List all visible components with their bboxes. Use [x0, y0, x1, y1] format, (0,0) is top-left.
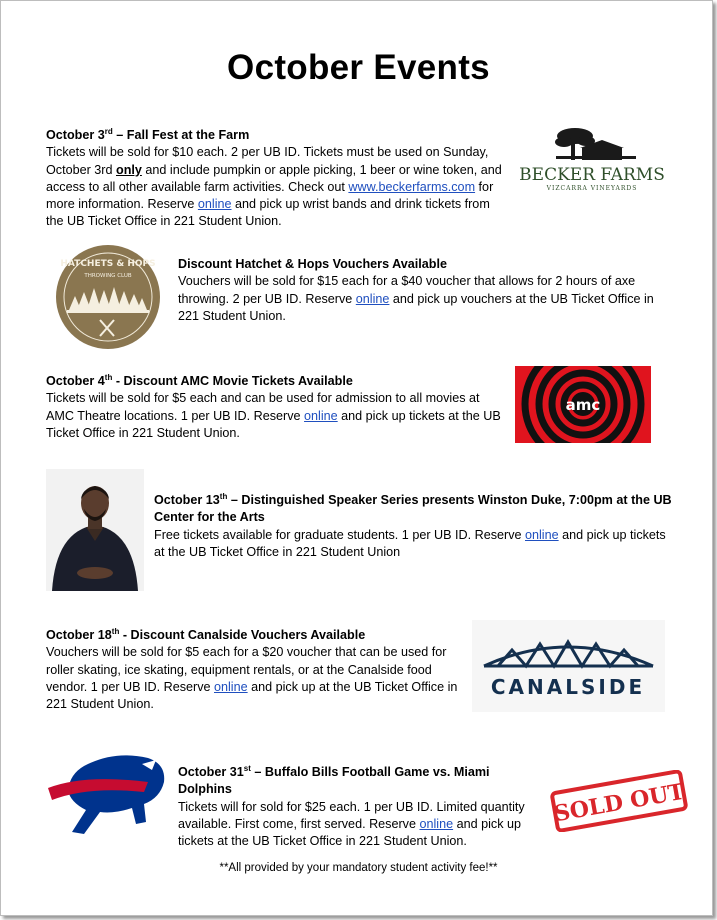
event-heading: October 3rd – Fall Fest at the Farm [46, 126, 250, 142]
event-description: Vouchers will be sold for $15 each for a $40 voucher that allows for 2 hours of axe throwing. 2 per UB ID. Reserve online and pick up vouchers at the UB Ticket Office in 221 Student Union. [178, 274, 654, 323]
event-heading: October 18th - Discount Canalside Vouchers Available [46, 626, 366, 642]
becker-farms-logo [520, 126, 665, 194]
emphasis-only: only [116, 162, 142, 177]
reserve-online-link[interactable]: online [197, 197, 232, 212]
event-heading: Discount Hatchet & Hops Vouchers Available [178, 257, 447, 271]
event-description: Tickets will be sold for $10 each. 2 per UB ID. Tickets must be used on Sunday, October 3rd only and include pumpkin or apple picking, 1 beer or wine token, and access to all other available farm activities. Check out www.beckerfarms.com for more information. Reserve online and pick up wrist bands and drink tickets from the UB Ticket Office in 221 Student Union. [46, 145, 502, 229]
event-description: Tickets will be sold for $5 each and can be used for admission to all movies at AMC Theatre locations. 1 per UB ID. Reserve online and pick up tickets at the UB Ticket Office in 221 Student Union. [46, 391, 501, 440]
event-hatchet-hops [178, 256, 673, 325]
hatchets-hops-logo [55, 244, 161, 350]
hatchets-hops-logo-text: HATCHETS & HOPS [60, 259, 156, 269]
reserve-online-link[interactable]: online [525, 527, 559, 542]
page-title: October Events [227, 48, 490, 87]
event-amc [46, 373, 506, 442]
event-description: Free tickets available for graduate students. 1 per UB ID. Reserve online and pick up tickets at the UB Ticket Office in 221 Student Union [154, 527, 666, 559]
event-description: Tickets will for sold for $25 each. 1 per UB ID. Limited quantity available. First come, first served. Reserve online and pick up tickets at the UB Ticket Office in 221 Student Union. [178, 799, 525, 849]
hatchets-hops-logo-subtext: THROWING CLUB [84, 273, 132, 279]
event-heading: October 31st – Buffalo Bills Football Game vs. Miami Dolphins [178, 763, 490, 797]
buffalo-bills-logo [44, 752, 168, 840]
sold-out-stamp [544, 770, 694, 832]
event-speaker-series [154, 492, 674, 561]
reserve-online-link[interactable]: online [304, 408, 338, 423]
sold-out-stamp-text: SOLD OUT [552, 778, 687, 828]
footer-note: **All provided by your mandatory student activity fee!** [219, 862, 498, 874]
amc-logo [515, 366, 651, 443]
amc-logo-text: amc [565, 396, 601, 414]
event-bills-game [178, 764, 538, 850]
canalside-logo-text: CANALSIDE [490, 675, 646, 699]
reserve-online-link[interactable]: online [214, 679, 248, 694]
becker-farms-logo-text: BECKER FARMS [520, 165, 665, 185]
event-heading: October 4th - Discount AMC Movie Tickets Available [46, 372, 353, 388]
event-fall-fest [46, 127, 506, 231]
becker-farms-logo-subtext: VIZCARRA VINEYARDS [546, 185, 638, 192]
event-heading: October 13th – Distinguished Speaker Series presents Winston Duke, 7:00pm at the UB Center for the Arts [154, 491, 672, 525]
event-canalside [46, 627, 466, 713]
beckerfarms-link[interactable]: www.beckerfarms.com [348, 179, 476, 194]
reserve-online-link[interactable]: online [355, 291, 390, 306]
reserve-online-link[interactable]: online [419, 816, 454, 831]
canalside-logo [472, 620, 665, 712]
speaker-photo [46, 469, 144, 591]
event-description: Vouchers will be sold for $5 each for a $20 voucher that can be used for roller skating, ice skating, equipment rentals, or at the Canalside food vendor. 1 per UB ID. Reserve online and pick up at the UB Ticket Office in 221 Student Union. [46, 645, 458, 712]
